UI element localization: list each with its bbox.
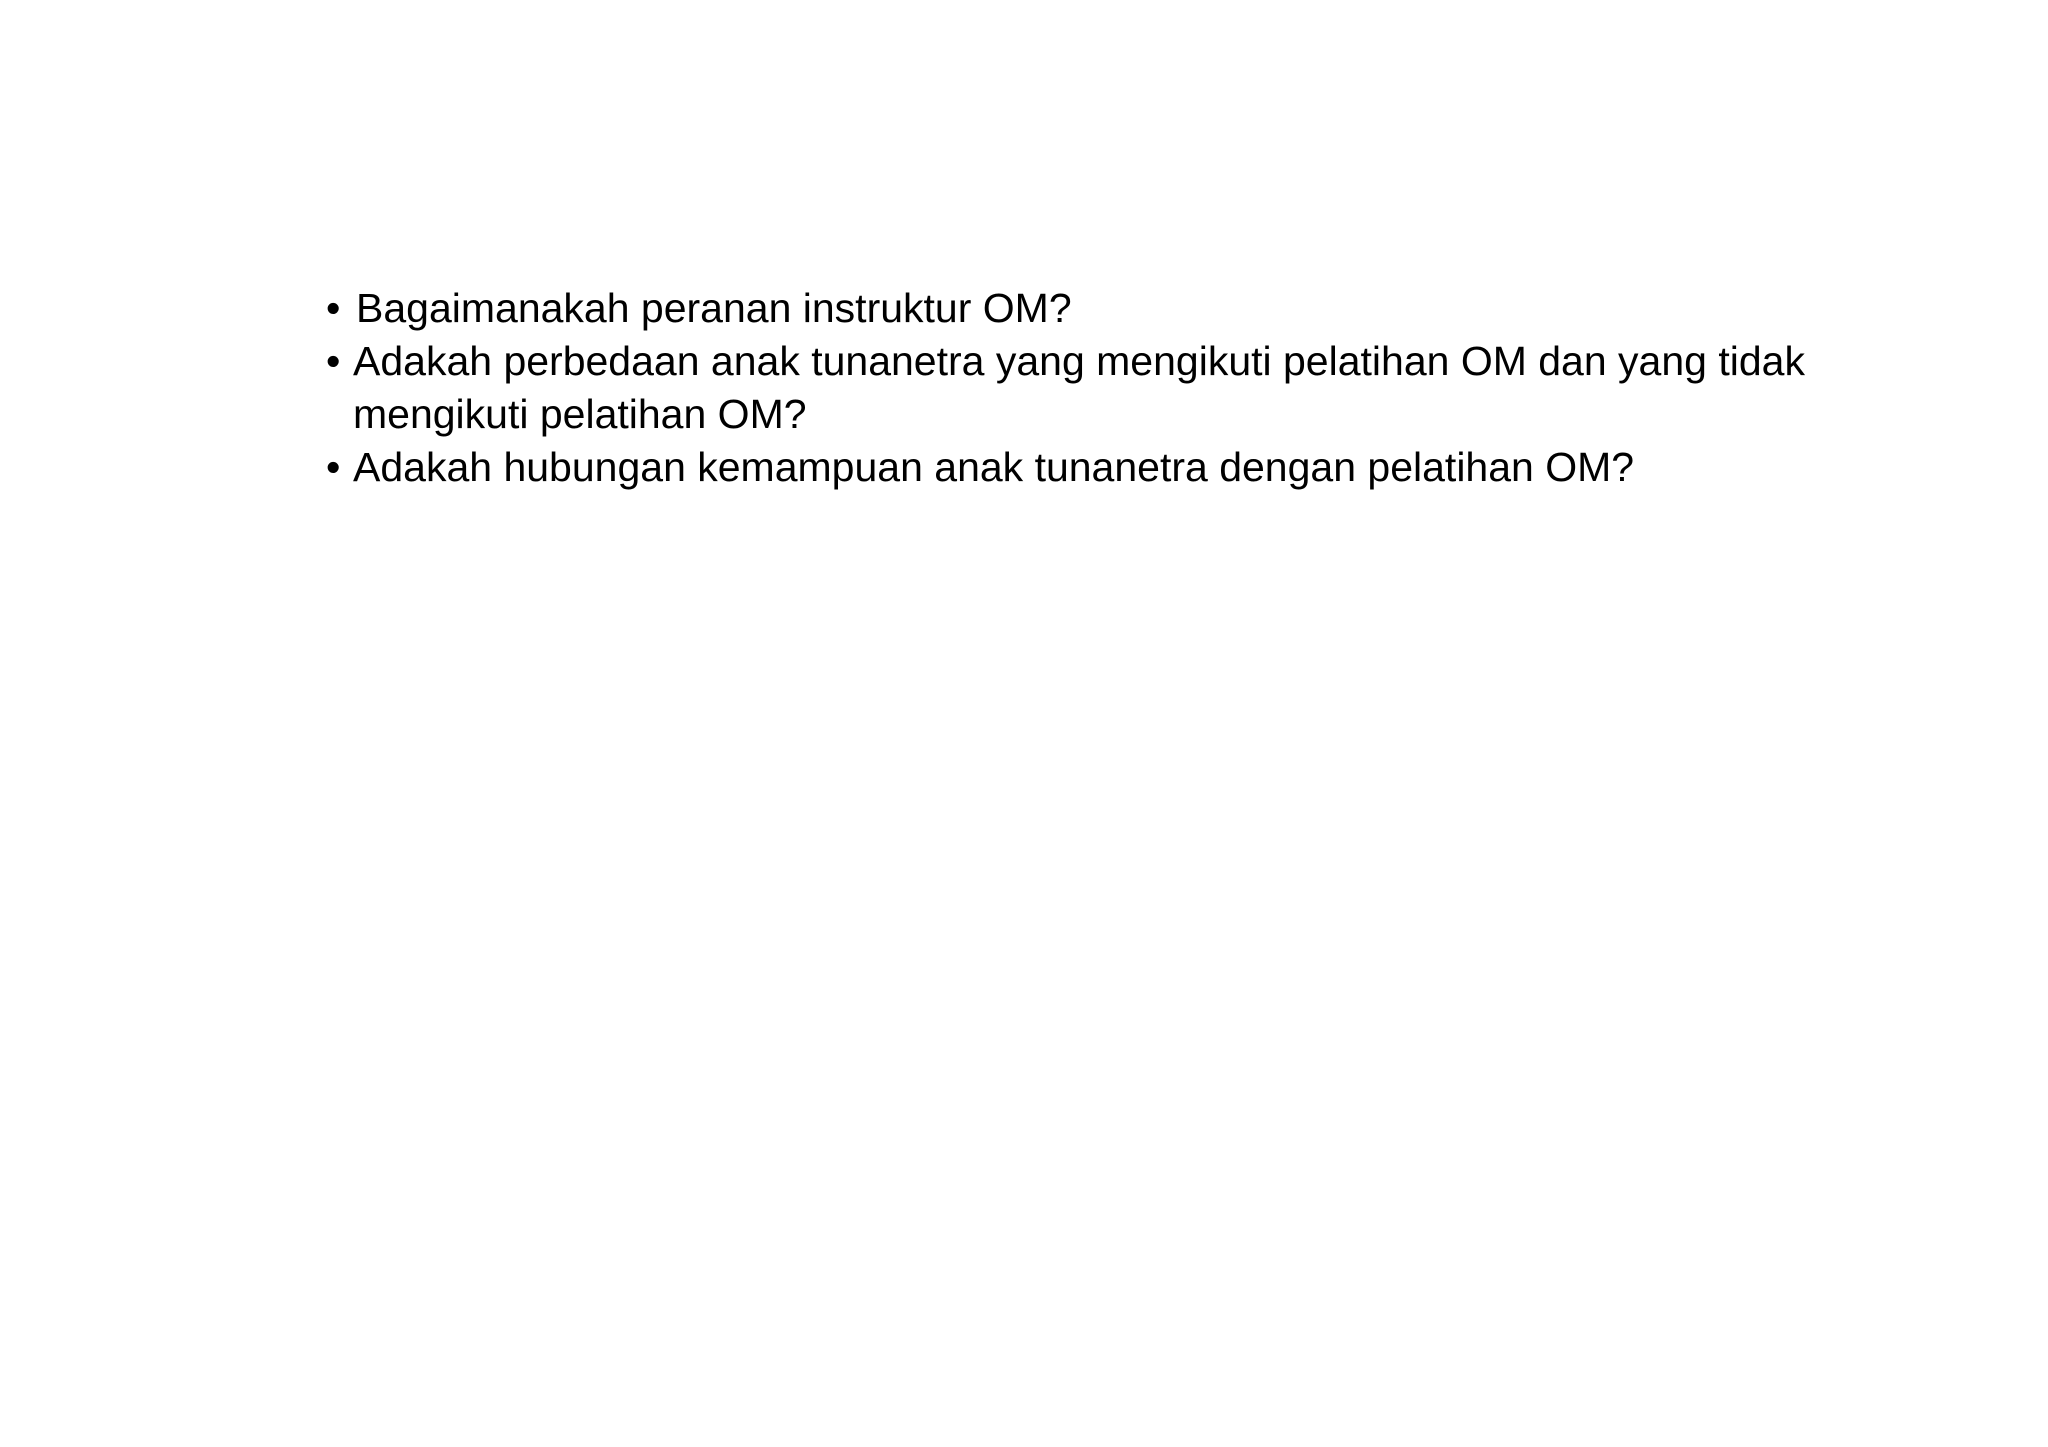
bullet-dot-icon: •	[326, 444, 341, 490]
bullet-item	[326, 441, 1826, 494]
bullet-dot-icon: •	[326, 338, 341, 384]
bullet-list	[326, 282, 1826, 494]
bullet-dot-icon: •	[326, 285, 341, 331]
bullet-text: Adakah perbedaan anak tunanetra yang mengikuti pelatihan OM dan yang tidak mengikuti pelatihan OM?	[353, 338, 1805, 437]
bullet-text: Bagaimanakah peranan instruktur OM?	[356, 285, 1072, 331]
bullet-text: Adakah hubungan kemampuan anak tunanetra dengan pelatihan OM?	[353, 444, 1635, 490]
bullet-item	[326, 335, 1826, 441]
bullet-item	[326, 282, 1826, 335]
